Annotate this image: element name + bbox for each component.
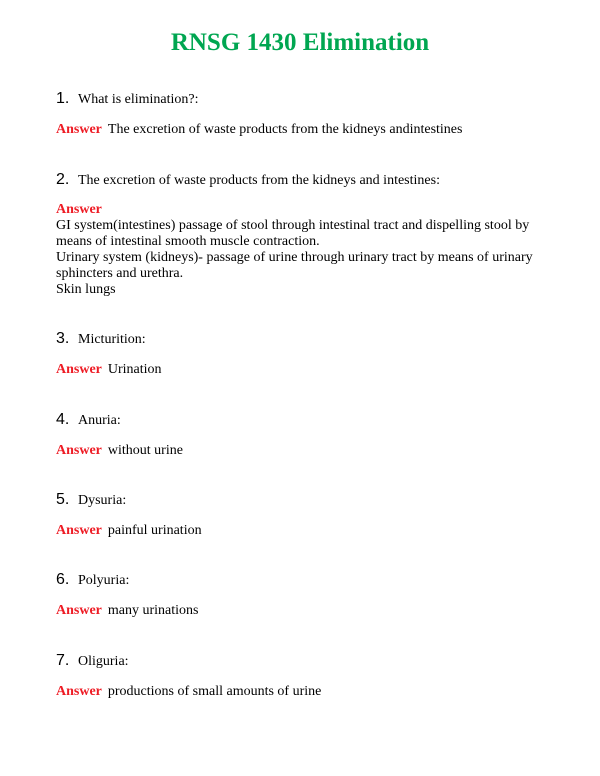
answer-label: Answer: [56, 443, 102, 458]
answer-text: painful urination: [107, 523, 202, 538]
answer-line: sphincters and urethra.: [56, 266, 184, 281]
question-number: 4.: [56, 411, 70, 428]
answer-label: Answer: [56, 603, 102, 618]
answer-label: Answer: [56, 122, 102, 137]
question-text: Polyuria:: [78, 573, 130, 588]
page-title: RNSG 1430 Elimination: [170, 29, 430, 56]
question-6: [56, 571, 129, 590]
question-4: [56, 411, 121, 430]
answer-line: GI system(intestines) passage of stool through intestinal tract and dispelling stool by: [56, 218, 530, 233]
question-number: 5.: [56, 491, 70, 508]
answer-5: [56, 523, 556, 539]
question-2: [56, 171, 440, 190]
question-5: [56, 491, 126, 510]
question-text: Anuria:: [78, 413, 121, 428]
answer-1: [56, 122, 556, 138]
answer-label: Answer: [56, 362, 102, 377]
question-text: Micturition:: [78, 332, 146, 347]
answer-2: [56, 202, 556, 298]
question-text: Oliguria:: [78, 654, 129, 669]
question-text: What is elimination?:: [78, 92, 199, 107]
answer-label: Answer: [56, 523, 102, 538]
question-1: [56, 90, 199, 109]
question-number: 7.: [56, 652, 70, 669]
question-number: 2.: [56, 171, 70, 188]
question-number: 3.: [56, 330, 70, 347]
answer-label: Answer: [56, 202, 102, 217]
answer-label: Answer: [56, 684, 102, 699]
answer-text: many urinations: [107, 603, 199, 618]
answer-6: [56, 603, 556, 619]
answer-text: Urination: [107, 362, 162, 377]
question-number: 1.: [56, 90, 70, 107]
answer-line: means of intestinal smooth muscle contraction.: [56, 234, 320, 249]
question-text: The excretion of waste products from the kidneys and intestines:: [78, 173, 440, 188]
question-3: [56, 330, 146, 349]
question-7: [56, 652, 129, 671]
answer-line: Skin lungs: [56, 282, 116, 297]
answer-text: The excretion of waste products from the kidneys andintestines: [107, 122, 463, 137]
answer-3: [56, 362, 556, 378]
question-number: 6.: [56, 571, 70, 588]
answer-4: [56, 443, 556, 459]
answer-7: [56, 684, 556, 700]
answer-line: Urinary system (kidneys)- passage of urine through urinary tract by means of urinary: [56, 250, 533, 265]
question-text: Dysuria:: [78, 493, 127, 508]
answer-text: without urine: [107, 443, 183, 458]
answer-text: productions of small amounts of urine: [107, 684, 322, 699]
